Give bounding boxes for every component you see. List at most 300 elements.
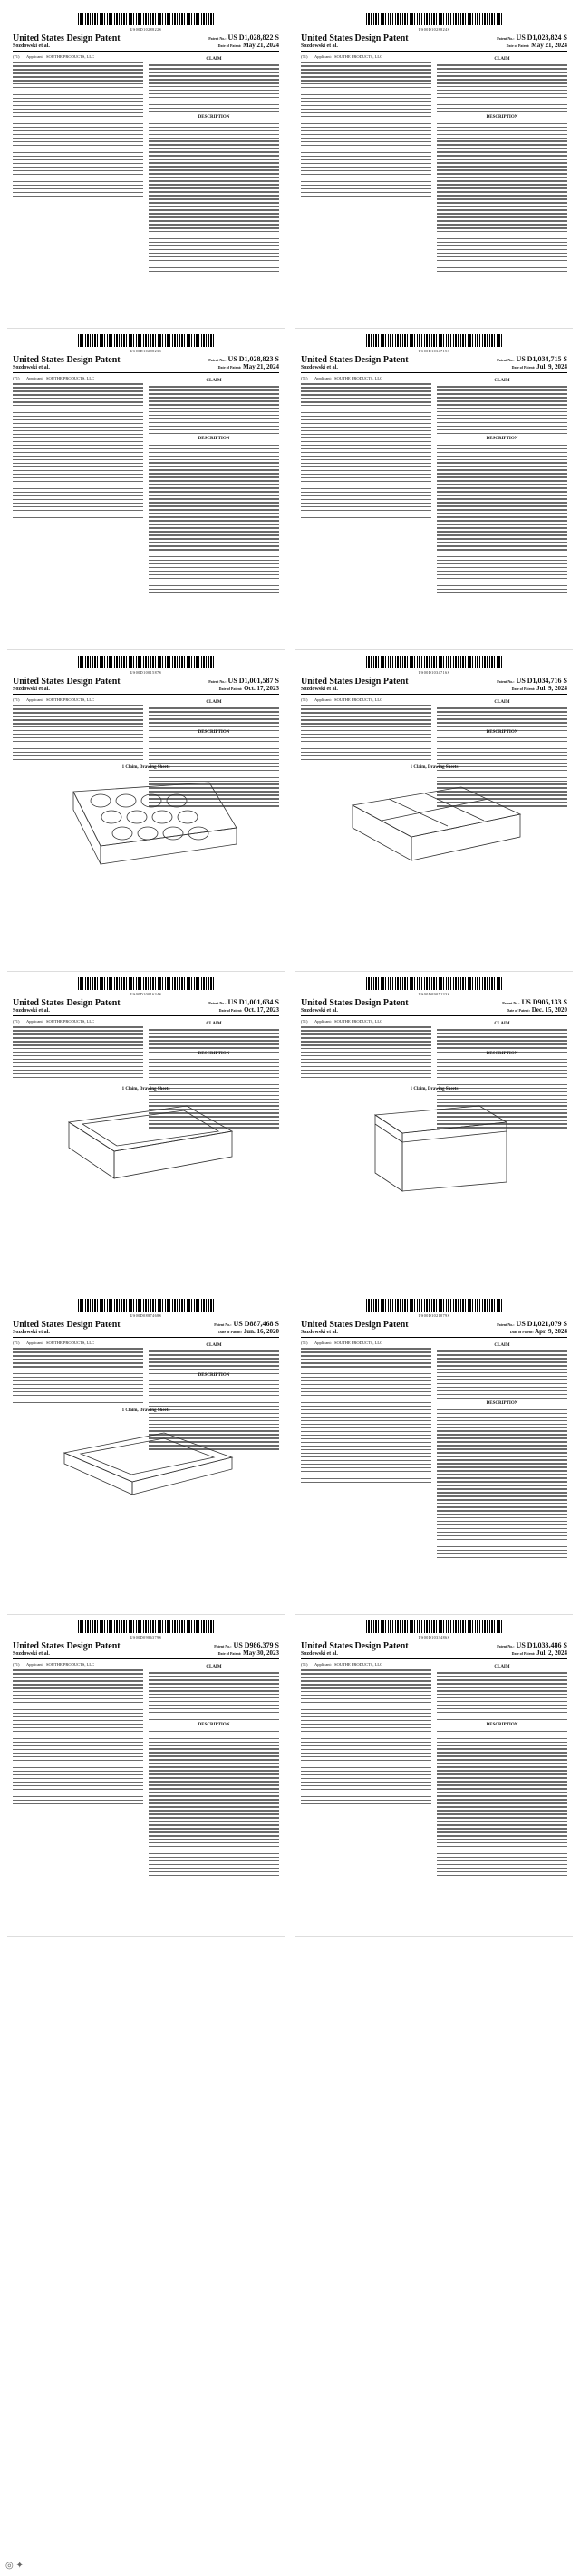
text-line (13, 1691, 143, 1692)
text-line (13, 1362, 143, 1363)
text-line (301, 448, 431, 449)
text-line (149, 1792, 279, 1793)
text-line (437, 563, 567, 564)
text-line (301, 127, 431, 128)
applicant-label: Applicant: (26, 54, 44, 59)
text-line (437, 1763, 567, 1764)
text-line (437, 426, 567, 427)
text-line (13, 1724, 143, 1725)
patent-number-label: Patent No.: (208, 36, 227, 41)
text-line (437, 209, 567, 210)
tray-side (73, 792, 101, 864)
text-line (301, 1417, 431, 1418)
text-line (437, 1040, 567, 1041)
text-line (13, 1384, 143, 1385)
text-line (13, 477, 143, 478)
patent-page (295, 972, 573, 1293)
text-line (437, 1073, 567, 1074)
text-line (437, 1062, 567, 1063)
text-line (13, 474, 143, 475)
design-drawing (13, 1417, 279, 1516)
text-line (437, 418, 567, 419)
text-line (149, 549, 279, 550)
patent-header (301, 998, 567, 1016)
text-line (437, 1831, 567, 1832)
text-line (149, 498, 279, 499)
text-line (301, 1033, 431, 1034)
text-line (437, 1539, 567, 1540)
tray-cell (178, 811, 198, 823)
text-line (149, 389, 279, 390)
text-line (437, 1409, 567, 1410)
text-line (149, 1831, 279, 1832)
text-line (301, 112, 431, 113)
text-line (149, 220, 279, 221)
claim-heading: CLAIM (494, 57, 510, 62)
text-line (437, 1430, 567, 1431)
tray-rect-drawing (37, 1095, 255, 1195)
text-line (149, 1350, 279, 1351)
applicant-label: Applicant: (26, 697, 44, 702)
patent-date-value: Jun. 16, 2020 (243, 1328, 279, 1335)
patent-date-value: May 21, 2024 (531, 42, 567, 49)
text-line (13, 437, 143, 438)
text-line (437, 571, 567, 572)
text-line (13, 723, 143, 724)
text-line (149, 1781, 279, 1782)
text-line (301, 488, 431, 489)
text-line (149, 213, 279, 214)
text-line (149, 722, 279, 723)
text-line (301, 1446, 431, 1447)
text-line (13, 1716, 143, 1717)
text-line (13, 452, 143, 453)
text-line (301, 1431, 431, 1432)
text-line (301, 1380, 431, 1381)
patent-page (295, 650, 573, 972)
text-line (149, 469, 279, 470)
patent-number-label: Patent No.: (497, 36, 515, 41)
applicant-field (13, 1662, 143, 1668)
text-line (301, 1789, 431, 1790)
bibliographic-column (301, 1341, 431, 1561)
text-line (149, 729, 279, 735)
text-line (437, 1434, 567, 1435)
text-line (437, 505, 567, 506)
text-line (437, 97, 567, 98)
patent-header (13, 1641, 279, 1659)
text-line (149, 707, 279, 708)
text-line (301, 65, 431, 66)
text-line (13, 416, 143, 417)
text-line (13, 1785, 143, 1786)
text-line (301, 1030, 431, 1031)
text-line (301, 1062, 431, 1063)
text-line (437, 245, 567, 246)
bibliographic-column (301, 1662, 431, 1882)
text-line (301, 1059, 431, 1060)
patent-number-value: US D1,034,716 S (516, 677, 567, 685)
text-line (437, 1051, 567, 1056)
text-line (301, 1745, 431, 1746)
text-line (13, 1052, 143, 1053)
text-line (149, 1380, 279, 1381)
text-line (149, 82, 279, 83)
text-line (301, 383, 431, 384)
text-line (437, 560, 567, 561)
text-line (301, 741, 431, 742)
bibliographic-column (13, 54, 143, 274)
text-line (13, 394, 143, 395)
text-line (149, 1712, 279, 1713)
text-line (301, 1449, 431, 1450)
barcode-image (366, 334, 502, 347)
text-line (301, 141, 431, 142)
text-line (301, 1709, 431, 1710)
text-line (437, 162, 567, 163)
patent-number-label: Patent No.: (214, 1644, 232, 1648)
text-line (437, 1047, 567, 1048)
bibliographic-column (13, 1341, 143, 1406)
patent-number-value: US D1,001,587 S (227, 677, 279, 685)
text-line (437, 1358, 567, 1359)
text-line (301, 1680, 431, 1681)
applicant-value: SOUTHE PRODUCTS, LLC (46, 1662, 95, 1667)
text-line (149, 715, 279, 716)
text-line (437, 520, 567, 521)
text-line (437, 491, 567, 492)
text-line (13, 1738, 143, 1739)
text-line (301, 116, 431, 117)
text-line (437, 1806, 567, 1807)
text-line (437, 64, 567, 65)
text-line (301, 401, 431, 402)
text-line (13, 1380, 143, 1381)
barcode-image (78, 13, 214, 25)
patent-page (7, 329, 285, 650)
text-line (149, 79, 279, 80)
text-line (437, 1459, 567, 1460)
text-line (13, 1789, 143, 1790)
patent-date-label: Date of Patent: (218, 365, 242, 370)
text-line (301, 1348, 431, 1349)
text-line (13, 737, 143, 738)
text-line (149, 1690, 279, 1691)
text-line (13, 1391, 143, 1392)
tray-side (69, 1122, 114, 1178)
patent-number-value: US D1,034,715 S (516, 355, 567, 363)
text-line (149, 138, 279, 139)
text-line (301, 94, 431, 95)
text-line (301, 759, 431, 760)
text-line (149, 1766, 279, 1767)
text-line (437, 1470, 567, 1471)
text-line (437, 1799, 567, 1800)
description-heading: DESCRIPTION (486, 1401, 518, 1407)
text-line (149, 578, 279, 579)
text-line (149, 177, 279, 178)
field-code: (71) (13, 376, 20, 380)
applicant-label: Applicant: (26, 1019, 44, 1024)
patent-date (214, 1649, 279, 1657)
text-line (301, 456, 431, 457)
text-line (301, 712, 431, 713)
description-heading: DESCRIPTION (198, 1372, 230, 1378)
text-line (437, 531, 567, 532)
field-code: (71) (13, 1341, 20, 1345)
text-line (149, 445, 279, 446)
text-line (437, 1043, 567, 1044)
patent-number-label: Patent No.: (502, 1001, 520, 1005)
patent-number-value: US D1,033,486 S (516, 1641, 567, 1649)
text-line (301, 1698, 431, 1699)
text-line (149, 433, 279, 434)
text-line (437, 1672, 567, 1673)
text-line (13, 152, 143, 153)
text-line (437, 1690, 567, 1691)
divider (425, 793, 484, 821)
box-lid-line (375, 1124, 402, 1142)
text-line (13, 503, 143, 504)
text-line (437, 130, 567, 131)
text-line (13, 141, 143, 142)
patent-number-label: Patent No.: (497, 679, 515, 684)
text-line (437, 452, 567, 453)
text-line (149, 198, 279, 199)
text-line (13, 1713, 143, 1714)
text-line (437, 1784, 567, 1785)
text-line (149, 1358, 279, 1359)
patent-header (301, 1320, 567, 1338)
text-line (13, 1402, 143, 1403)
text-line (437, 748, 567, 749)
text-line (301, 1070, 431, 1071)
text-line (13, 419, 143, 420)
text-line (13, 481, 143, 482)
text-line (301, 130, 431, 131)
barcode-number: US00D1028822S (130, 27, 162, 32)
patent-page (7, 1293, 285, 1615)
text-line (437, 151, 567, 152)
text-line (301, 174, 431, 175)
barcode-image (78, 1299, 214, 1312)
text-line (13, 412, 143, 413)
text-line (13, 517, 143, 518)
text-line (149, 386, 279, 387)
text-line (149, 191, 279, 192)
applicant-field (13, 376, 143, 381)
text-line (149, 567, 279, 568)
text-line (13, 1731, 143, 1732)
claim-column (437, 54, 567, 274)
box-open-drawing (325, 1095, 543, 1195)
text-line (437, 1441, 567, 1442)
applicant-field (13, 54, 143, 60)
text-line (437, 127, 567, 128)
applicant-value: SOUTHE PRODUCTS, LLC (334, 1019, 383, 1024)
text-line (13, 1041, 143, 1042)
patent-page (7, 650, 285, 972)
patent-title: United States Design Patent (13, 34, 121, 43)
text-line (149, 1784, 279, 1785)
text-line (301, 419, 431, 420)
text-line (437, 1679, 567, 1680)
text-line (149, 1388, 279, 1389)
text-line (301, 159, 431, 160)
text-line (437, 1766, 567, 1767)
drawing-note: 1 Claim, Drawing Sheets (121, 764, 170, 770)
barcode-image (78, 977, 214, 990)
text-line (301, 398, 431, 399)
text-line (149, 169, 279, 170)
text-line (301, 459, 431, 460)
text-line (437, 1705, 567, 1706)
text-line (301, 495, 431, 496)
text-line (13, 116, 143, 117)
text-line (437, 86, 567, 87)
barcode-image (366, 656, 502, 668)
text-line (149, 484, 279, 485)
text-line (301, 98, 431, 99)
text-line (437, 195, 567, 196)
text-line (437, 1842, 567, 1843)
text-line (437, 752, 567, 753)
text-line (437, 68, 567, 69)
text-line (437, 1550, 567, 1551)
text-line (13, 1771, 143, 1772)
claim-heading: CLAIM (494, 379, 510, 383)
text-line (301, 445, 431, 446)
text-line (437, 408, 567, 409)
patent-number-value: US D1,001,634 S (227, 998, 279, 1006)
patent-title: United States Design Patent (301, 1641, 409, 1651)
text-line (149, 527, 279, 528)
inventor-name: Sozdowski et al. (301, 1330, 338, 1335)
text-line (301, 1771, 431, 1772)
text-line (437, 1532, 567, 1533)
text-line (13, 405, 143, 406)
patent-number-label: Patent No.: (208, 358, 227, 362)
inventor-name: Sozdowski et al. (301, 365, 338, 370)
applicant-field (301, 1341, 431, 1346)
patent-date (208, 42, 279, 49)
text-line (437, 166, 567, 167)
barcode-number: US00D1033486S (418, 1635, 450, 1639)
inventor-name: Sozdowski et al. (13, 1008, 50, 1014)
text-line (13, 752, 143, 753)
text-line (437, 545, 567, 546)
text-line (13, 163, 143, 164)
text-line (437, 487, 567, 488)
barcode-number: US00D1021079S (418, 1313, 450, 1318)
text-line (149, 1384, 279, 1385)
text-line (437, 711, 567, 712)
text-line (301, 185, 431, 186)
text-line (437, 1383, 567, 1384)
patent-number-value: US D1,028,824 S (516, 34, 567, 42)
text-line (301, 1803, 431, 1804)
text-line (149, 1773, 279, 1774)
text-line (437, 549, 567, 550)
text-line (149, 1755, 279, 1756)
field-code: (71) (301, 697, 308, 702)
text-line (149, 1676, 279, 1677)
text-line (301, 1782, 431, 1783)
text-line (437, 422, 567, 423)
text-line (13, 495, 143, 496)
text-line (301, 1395, 431, 1396)
text-line (437, 1059, 567, 1060)
text-line (437, 1868, 567, 1869)
field-code: (71) (301, 54, 308, 59)
text-line (437, 1369, 567, 1370)
patent-date-value: May 21, 2024 (243, 363, 279, 370)
claim-heading: CLAIM (494, 1665, 510, 1669)
text-line (13, 1377, 143, 1378)
text-line (301, 481, 431, 482)
description-heading: DESCRIPTION (198, 1051, 230, 1056)
text-line (13, 726, 143, 727)
text-line (301, 517, 431, 518)
drawing-note: 1 Claim, Drawing Sheets (121, 1086, 170, 1091)
patent-number (208, 355, 279, 363)
text-line (437, 180, 567, 181)
text-line (13, 130, 143, 131)
text-line (437, 527, 567, 528)
inventor-name: Sozdowski et al. (13, 1330, 50, 1335)
patent-header (301, 1641, 567, 1659)
text-line (437, 393, 567, 394)
patent-date-value: Oct. 17, 2023 (244, 1006, 279, 1014)
patent-page (295, 329, 573, 650)
text-line (13, 1767, 143, 1768)
text-line (13, 1687, 143, 1688)
text-line (149, 1043, 279, 1044)
text-line (437, 1828, 567, 1829)
text-line (13, 1373, 143, 1374)
text-line (437, 1481, 567, 1482)
text-line (437, 1477, 567, 1478)
text-line (437, 1070, 567, 1071)
text-line (13, 1756, 143, 1757)
text-line (149, 216, 279, 217)
text-line (149, 408, 279, 409)
text-line (13, 1727, 143, 1728)
text-line (301, 1684, 431, 1685)
patent-date-value: May 30, 2023 (243, 1649, 279, 1657)
text-line (437, 589, 567, 590)
text-line (149, 752, 279, 753)
text-line (149, 195, 279, 196)
text-line (437, 578, 567, 579)
tray-inner (82, 1110, 218, 1146)
text-line (149, 1745, 279, 1746)
text-line (149, 68, 279, 69)
claim-column (437, 376, 567, 596)
text-line (149, 520, 279, 521)
text-line (437, 476, 567, 477)
text-line (301, 466, 431, 467)
text-line (437, 1521, 567, 1522)
text-line (13, 1749, 143, 1750)
text-line (437, 397, 567, 398)
patent-title: United States Design Patent (13, 355, 121, 365)
text-line (149, 560, 279, 561)
text-line (149, 1777, 279, 1778)
description-heading: DESCRIPTION (486, 1723, 518, 1728)
text-line (437, 1712, 567, 1713)
text-line (301, 1673, 431, 1674)
